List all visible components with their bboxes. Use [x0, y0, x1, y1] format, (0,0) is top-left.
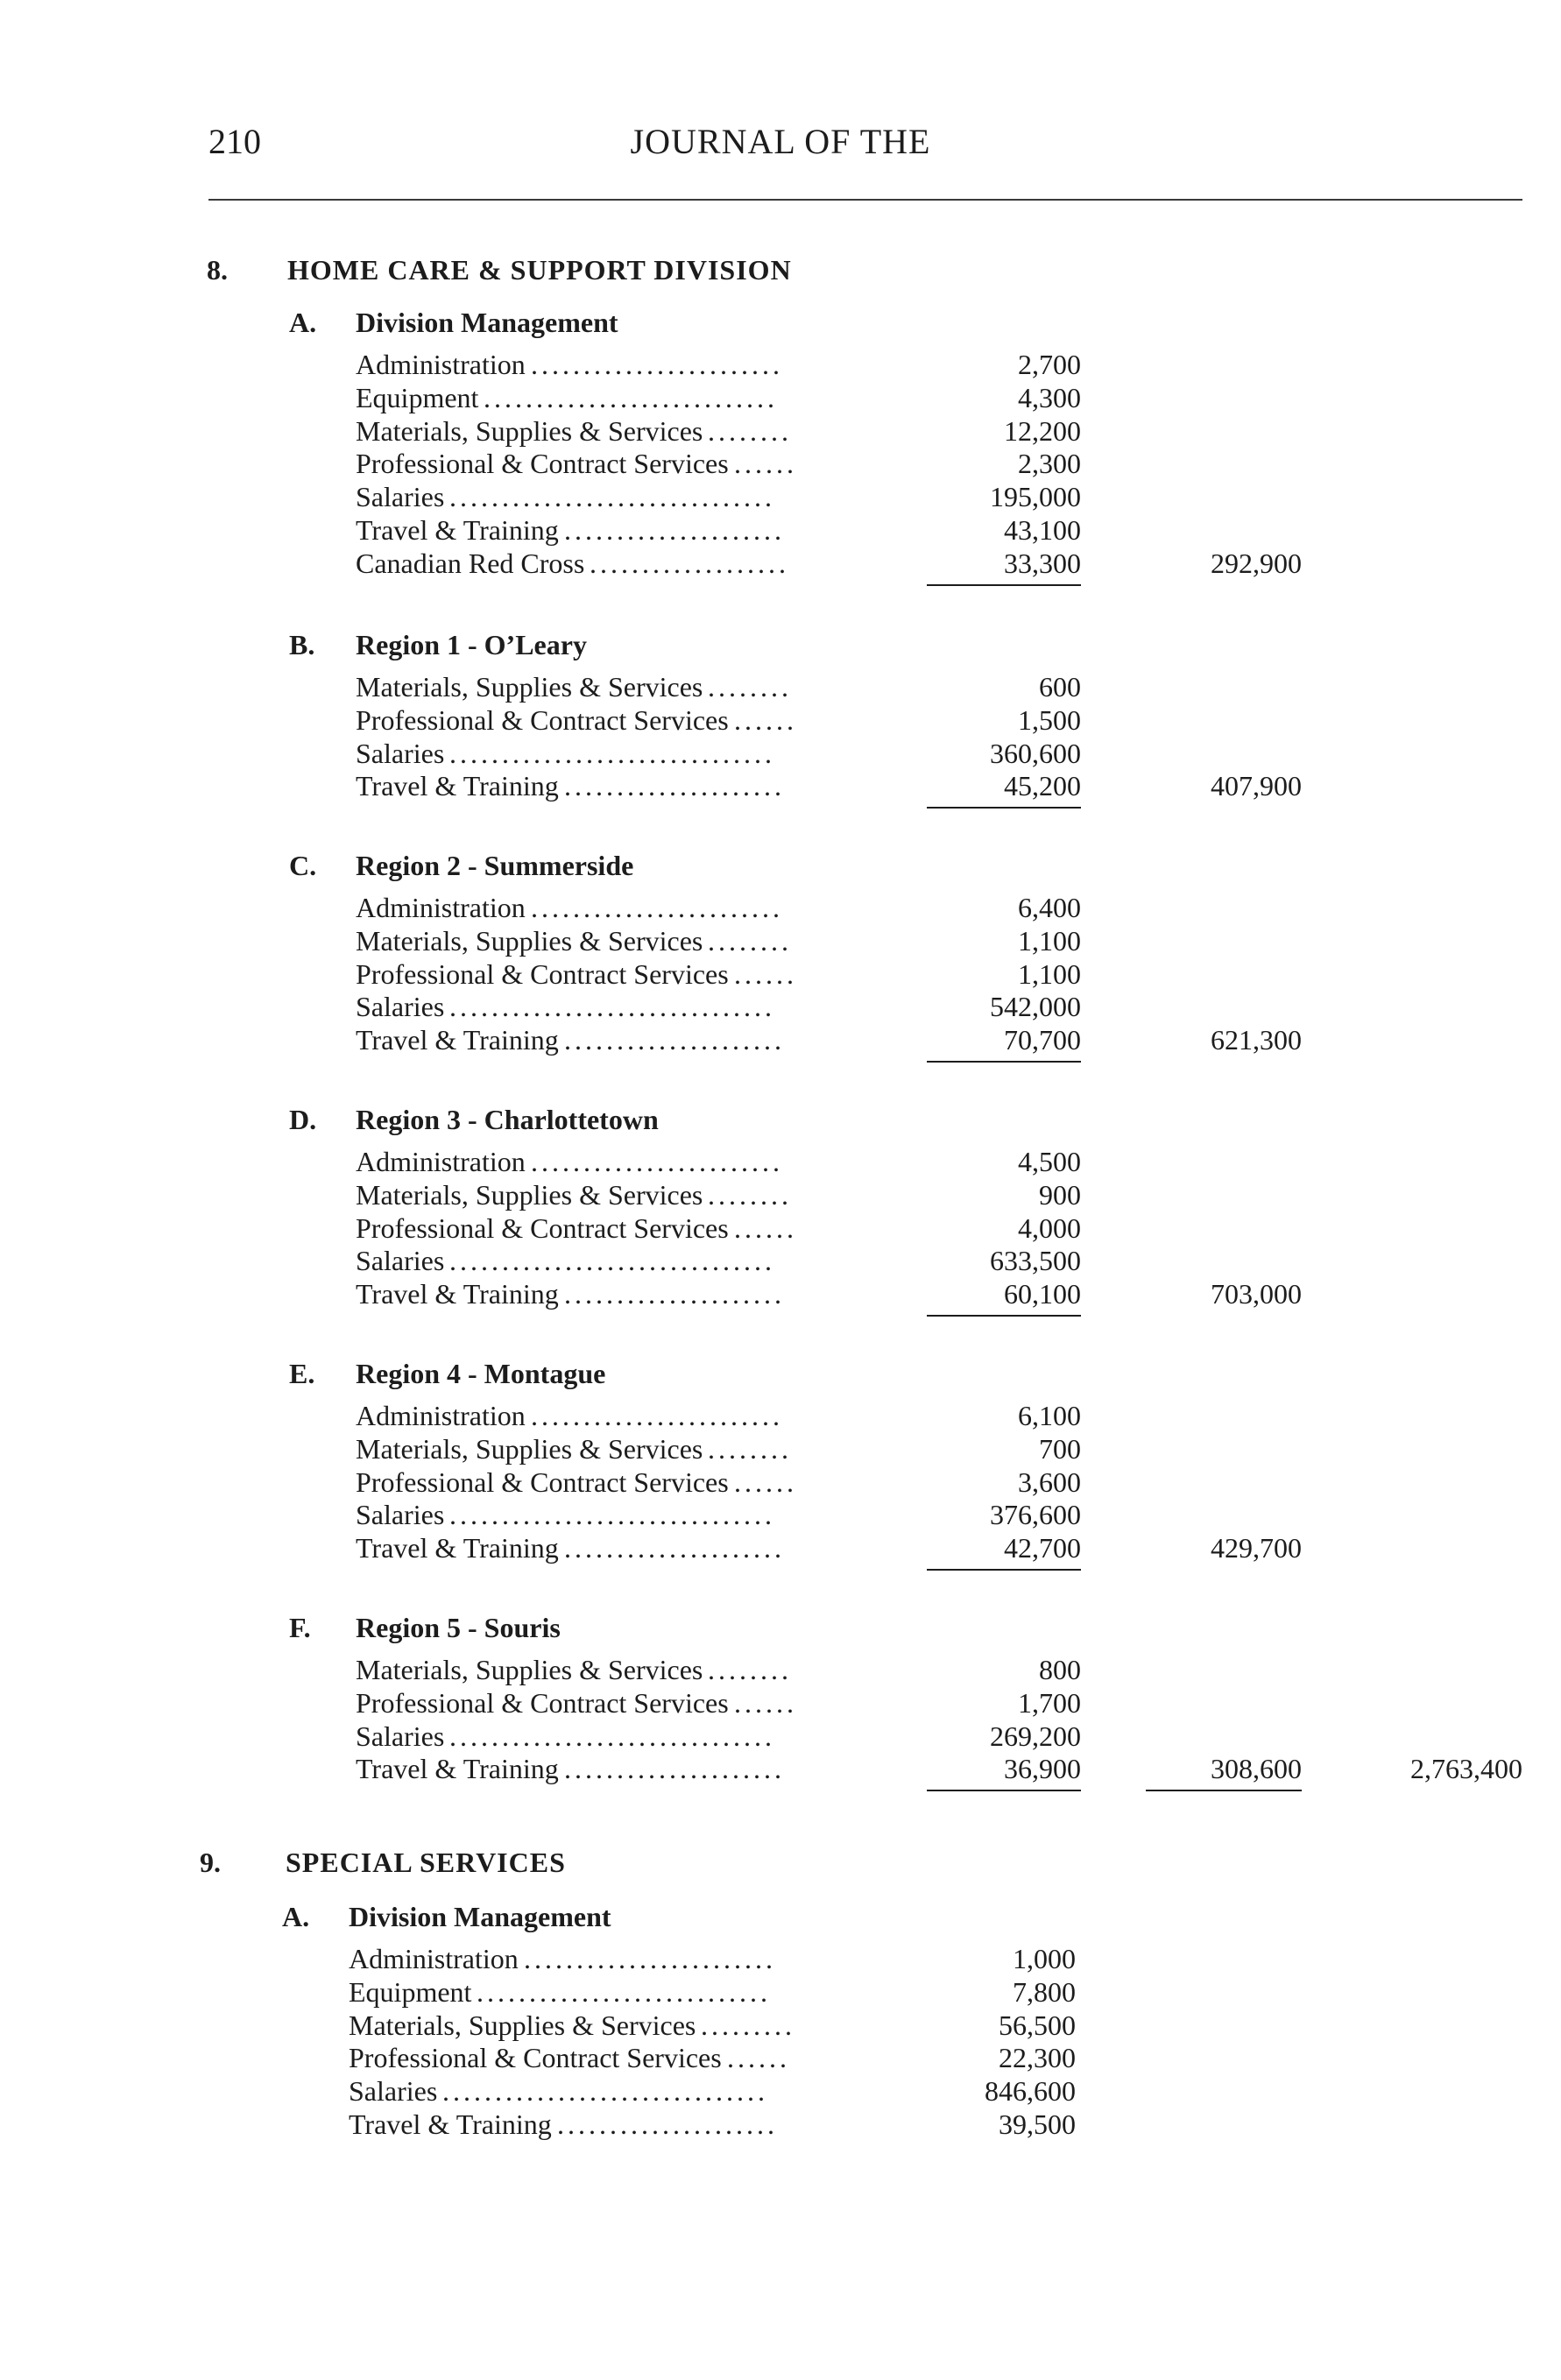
section-title: Region 3 - Charlottetown: [356, 1104, 659, 1135]
leader-dots: ......: [734, 1211, 797, 1244]
item-label: Professional & Contract Services: [356, 1465, 729, 1498]
item-label: Equipment: [356, 381, 479, 413]
item-amount: 22,300: [999, 2042, 1076, 2074]
line-item: [356, 415, 1081, 448]
item-label: Materials, Supplies & Services: [356, 1654, 703, 1685]
line-item: [356, 1278, 1081, 1311]
leader-dots: ........: [708, 1654, 792, 1685]
division-title: SPECIAL SERVICES: [286, 1847, 566, 1878]
item-amount: 3,600: [1018, 1465, 1081, 1498]
leader-dots: ........................: [531, 1146, 783, 1177]
leader-dots: .....................: [564, 1278, 785, 1310]
item-label: Materials, Supplies & Services: [356, 414, 703, 447]
item-amount: 12,200: [1004, 414, 1081, 447]
leader-dots: ............................: [484, 381, 778, 413]
amount-underline: [927, 584, 1081, 586]
leader-dots: ........: [708, 671, 792, 703]
item-amount: 360,600: [990, 737, 1081, 769]
line-item: [356, 1024, 1081, 1057]
item-amount: 6,400: [1018, 892, 1081, 923]
section-letter: A.: [289, 307, 317, 338]
leader-dots: .....................: [564, 1753, 785, 1785]
item-label: Professional & Contract Services: [349, 2042, 722, 2074]
line-item: [349, 2042, 1076, 2075]
leader-dots: ...............................: [449, 737, 775, 769]
leader-dots: ...............................: [449, 481, 775, 513]
section-letter: F.: [289, 1612, 311, 1643]
line-item: [349, 2108, 1076, 2142]
item-amount: 900: [1039, 1178, 1081, 1211]
item-amount: 376,600: [990, 1499, 1081, 1531]
item-label: Travel & Training: [356, 1753, 559, 1785]
item-amount: 4,000: [1018, 1211, 1081, 1244]
leader-dots: ........................: [531, 349, 783, 380]
amount-underline: [927, 1569, 1081, 1571]
amount-underline: [927, 1315, 1081, 1317]
leader-dots: ............................: [477, 1975, 771, 2008]
section-title: Region 1 - O’Leary: [356, 629, 587, 660]
item-amount: 4,300: [1018, 381, 1081, 413]
item-amount: 70,700: [1004, 1024, 1081, 1056]
leader-dots: ...............................: [449, 1499, 775, 1531]
leader-dots: ........................: [531, 892, 783, 923]
item-label: Canadian Red Cross: [356, 547, 585, 579]
amount-underline: [927, 1790, 1081, 1791]
item-label: Administration: [356, 1146, 526, 1177]
item-label: Travel & Training: [356, 1532, 559, 1564]
line-item: [356, 514, 1081, 547]
line-item: [356, 671, 1081, 704]
item-label: Professional & Contract Services: [356, 957, 729, 990]
item-label: Professional & Contract Services: [356, 703, 729, 736]
item-amount: 7,800: [1013, 1975, 1076, 2008]
item-amount: 42,700: [1004, 1532, 1081, 1564]
line-item: [356, 547, 1081, 581]
leader-dots: ........................: [531, 1400, 783, 1431]
line-item: [356, 1499, 1081, 1532]
item-label: Salaries: [356, 1720, 445, 1752]
line-item: [356, 1245, 1081, 1278]
leader-dots: ......: [734, 448, 797, 480]
section-subtotal: 308,600: [1211, 1753, 1302, 1785]
item-label: Salaries: [356, 1245, 445, 1277]
line-item: [356, 958, 1081, 992]
line-item: [349, 2075, 1076, 2108]
line-item: [349, 2009, 1076, 2043]
item-label: Materials, Supplies & Services: [356, 1432, 703, 1465]
section-title: Division Management: [349, 1901, 611, 1932]
leader-dots: ........: [708, 414, 792, 447]
item-amount: 846,600: [985, 2075, 1076, 2108]
item-label: Administration: [349, 1943, 519, 1974]
leader-dots: .....................: [564, 514, 785, 546]
leader-dots: ...................: [590, 547, 789, 579]
line-item: [356, 770, 1081, 803]
leader-dots: ......: [727, 2042, 790, 2074]
line-item: [356, 1146, 1081, 1179]
item-label: Materials, Supplies & Services: [356, 671, 703, 703]
line-item: [349, 1976, 1076, 2009]
section-letter: C.: [289, 850, 317, 881]
item-amount: 195,000: [990, 481, 1081, 513]
item-amount: 4,500: [1018, 1146, 1081, 1177]
line-item: [356, 1532, 1081, 1565]
line-item: [356, 349, 1081, 382]
item-label: Salaries: [356, 1499, 445, 1531]
line-item: [356, 1720, 1081, 1754]
item-label: Salaries: [349, 2075, 438, 2108]
item-amount: 633,500: [990, 1245, 1081, 1277]
item-amount: 45,200: [1004, 770, 1081, 802]
item-amount: 39,500: [999, 2108, 1076, 2140]
line-item: [356, 925, 1081, 958]
leader-dots: ...............................: [449, 1720, 775, 1752]
line-item: [356, 892, 1081, 925]
item-label: Materials, Supplies & Services: [356, 1178, 703, 1211]
item-amount: 800: [1039, 1654, 1081, 1685]
leader-dots: .........: [701, 2009, 795, 2041]
item-label: Travel & Training: [356, 1024, 559, 1056]
division-total: 2,763,400: [1410, 1753, 1522, 1785]
section-subtotal: 429,700: [1211, 1532, 1302, 1564]
division-number: 9.: [200, 1847, 221, 1878]
leader-dots: ........: [708, 924, 792, 957]
item-label: Materials, Supplies & Services: [356, 924, 703, 957]
line-item: [356, 1212, 1081, 1246]
leader-dots: ........: [708, 1432, 792, 1465]
item-label: Travel & Training: [356, 514, 559, 546]
leader-dots: .....................: [564, 1532, 785, 1564]
item-amount: 33,300: [1004, 547, 1081, 579]
item-amount: 36,900: [1004, 1753, 1081, 1785]
line-item: [356, 738, 1081, 771]
line-item: [356, 1753, 1081, 1786]
item-label: Salaries: [356, 737, 445, 769]
section-title: Division Management: [356, 307, 618, 338]
leader-dots: .....................: [564, 770, 785, 802]
leader-dots: .....................: [564, 1024, 785, 1056]
subtotal-underline: [1146, 1790, 1302, 1791]
header-divider: [208, 199, 1522, 201]
leader-dots: ...............................: [442, 2075, 768, 2108]
section-title: Region 4 - Montague: [356, 1358, 606, 1389]
leader-dots: ......: [734, 1465, 797, 1498]
item-amount: 600: [1039, 671, 1081, 703]
line-item: [356, 1433, 1081, 1466]
item-amount: 2,700: [1018, 349, 1081, 380]
item-label: Salaries: [356, 481, 445, 513]
item-label: Travel & Training: [349, 2108, 552, 2140]
item-label: Administration: [356, 1400, 526, 1431]
leader-dots: ........................: [524, 1943, 776, 1974]
division-number: 8.: [207, 254, 228, 286]
item-amount: 1,000: [1013, 1943, 1076, 1974]
leader-dots: ...............................: [449, 991, 775, 1023]
leader-dots: ......: [734, 1686, 797, 1719]
section-title: Region 2 - Summerside: [356, 850, 634, 881]
line-item: [356, 1654, 1081, 1687]
line-item: [356, 382, 1081, 415]
leader-dots: ........: [708, 1178, 792, 1211]
item-label: Materials, Supplies & Services: [349, 2009, 696, 2041]
leader-dots: .....................: [557, 2108, 778, 2140]
item-label: Salaries: [356, 991, 445, 1023]
item-amount: 2,300: [1018, 448, 1081, 480]
leader-dots: ......: [734, 703, 797, 736]
page-number: 210: [208, 122, 261, 161]
section-letter: E.: [289, 1358, 315, 1389]
section-subtotal: 621,300: [1211, 1024, 1302, 1056]
item-amount: 6,100: [1018, 1400, 1081, 1431]
line-item: [356, 1687, 1081, 1720]
section-subtotal: 292,900: [1211, 547, 1302, 579]
item-amount: 43,100: [1004, 514, 1081, 546]
line-item: [349, 1943, 1076, 1976]
line-item: [356, 1466, 1081, 1500]
amount-underline: [927, 807, 1081, 809]
line-item: [356, 481, 1081, 514]
item-amount: 700: [1039, 1432, 1081, 1465]
item-amount: 269,200: [990, 1720, 1081, 1752]
item-amount: 56,500: [999, 2009, 1076, 2041]
item-amount: 1,100: [1018, 957, 1081, 990]
section-subtotal: 407,900: [1211, 770, 1302, 802]
section-title: Region 5 - Souris: [356, 1612, 561, 1643]
line-item: [356, 1179, 1081, 1212]
section-letter: A.: [282, 1901, 310, 1932]
line-item: [356, 1400, 1081, 1433]
division-title: HOME CARE & SUPPORT DIVISION: [287, 254, 792, 286]
section-letter: B.: [289, 629, 315, 660]
item-amount: 1,100: [1018, 924, 1081, 957]
item-amount: 1,700: [1018, 1686, 1081, 1719]
item-label: Professional & Contract Services: [356, 1211, 729, 1244]
item-label: Professional & Contract Services: [356, 1686, 729, 1719]
item-amount: 60,100: [1004, 1278, 1081, 1310]
item-amount: 1,500: [1018, 703, 1081, 736]
section-letter: D.: [289, 1104, 317, 1135]
item-label: Administration: [356, 349, 526, 380]
leader-dots: ...............................: [449, 1245, 775, 1277]
item-label: Professional & Contract Services: [356, 448, 729, 480]
item-amount: 542,000: [990, 991, 1081, 1023]
line-item: [356, 448, 1081, 481]
leader-dots: ......: [734, 957, 797, 990]
item-label: Administration: [356, 892, 526, 923]
item-label: Travel & Training: [356, 1278, 559, 1310]
section-subtotal: 703,000: [1211, 1278, 1302, 1310]
item-label: Equipment: [349, 1975, 472, 2008]
line-item: [356, 704, 1081, 738]
line-item: [356, 991, 1081, 1024]
item-label: Travel & Training: [356, 770, 559, 802]
amount-underline: [927, 1061, 1081, 1063]
page-title: JOURNAL OF THE: [630, 122, 931, 161]
